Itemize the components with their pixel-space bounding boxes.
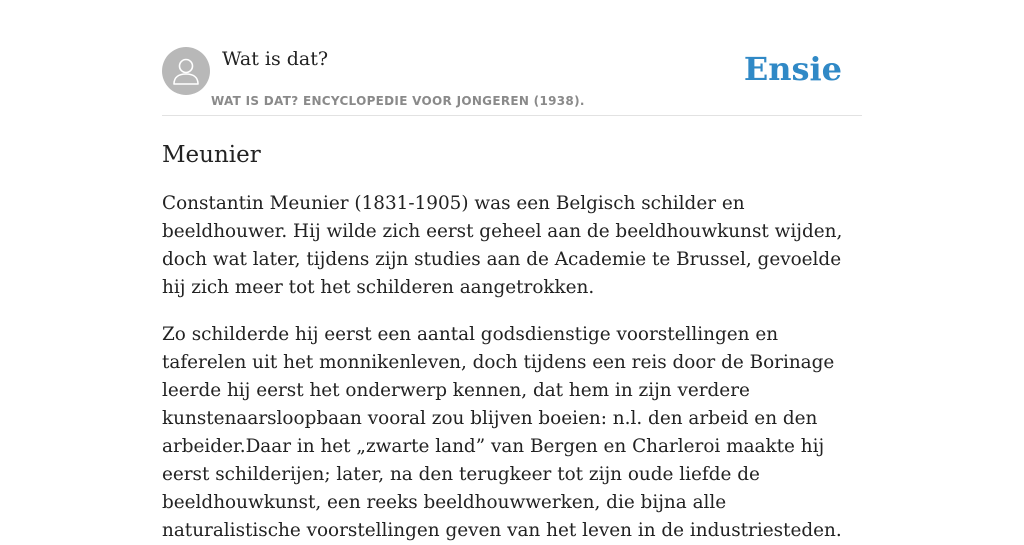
article-header — [162, 47, 862, 116]
article-title: Meunier — [162, 142, 261, 168]
article-paragraph: Zo schilderde hij eerst een aantal godsdienstige voorstellingen en taferelen uit het monnikenleven, doch tijdens een reis door de Borinage leerde hij eerst het onderwerp kennen, dat hem in zijn verdere kunstenaarsloopbaan vooral zou blijven boeien: n.l. den arbeid en den arbeider.Daar in het „zwarte land” van Bergen en Charleroi maakte hij eerst schilderijen; later, na den terugkeer tot zijn oude liefde de beeldhouwkunst, een reeks beeldhouwwerken, die bijna alle naturalistische voorstellingen geven van het leven in de industriesteden. — [162, 324, 842, 541]
author-name[interactable]: Wat is dat? — [222, 48, 329, 70]
avatar[interactable] — [162, 47, 210, 95]
page — [162, 0, 862, 545]
user-icon — [162, 47, 210, 95]
source-label[interactable]: WAT IS DAT? ENCYCLOPEDIE VOOR JONGEREN (1938). — [211, 94, 585, 108]
ensie-logo[interactable]: Ensie — [743, 50, 842, 88]
article-paragraph: Constantin Meunier (1831-1905) was een Belgisch schilder en beeldhouwer. Hij wilde zich eerst geheel aan de beeldhouwkunst wijden, doch wat later, tijdens zijn studies aan de Academie te Brussel, gevoelde hij zich meer tot het schilderen aangetrokken. — [162, 193, 843, 298]
